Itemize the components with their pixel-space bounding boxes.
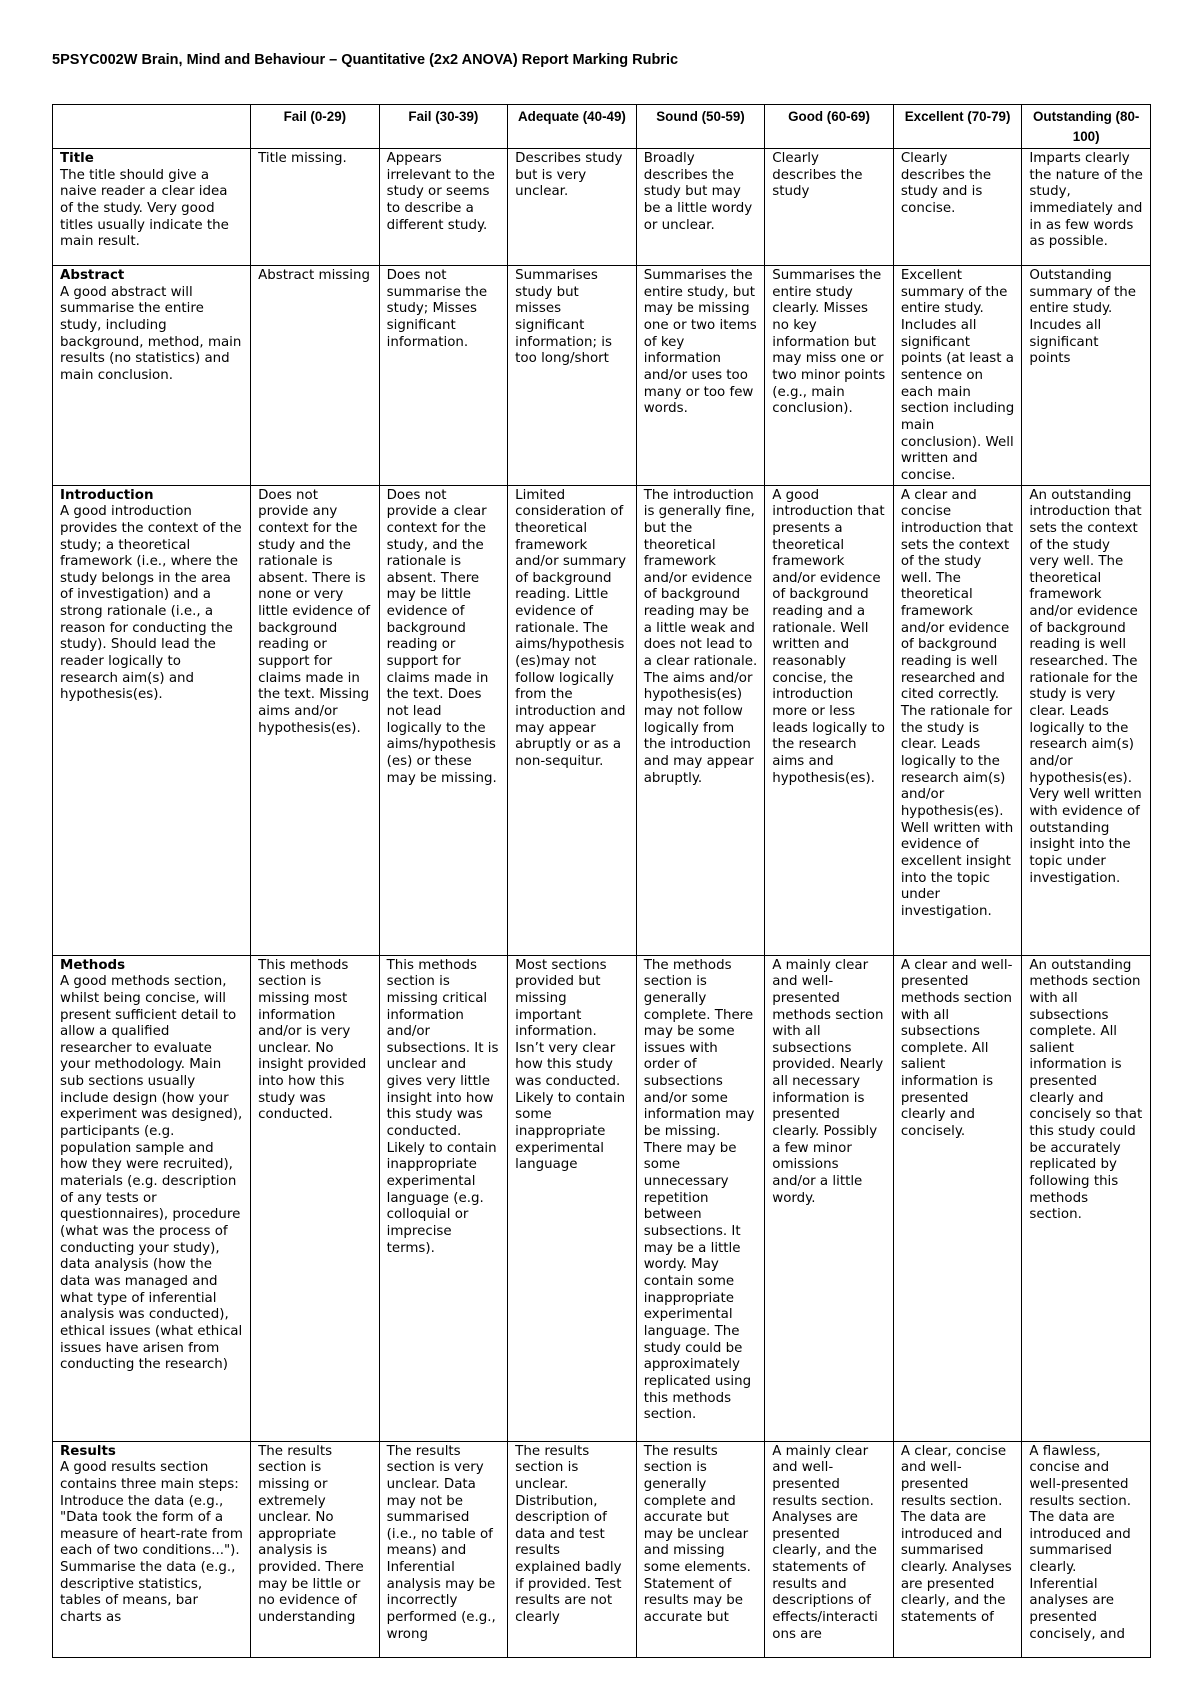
criterion-cell [53, 485, 251, 955]
grade-cell: Clearly describes the study [765, 149, 894, 266]
header-cell-adequate: Adequate (40-49) [508, 105, 637, 149]
table-row [53, 266, 1151, 486]
grade-cell: Title missing. [251, 149, 380, 266]
grade-cell: A flawless, concise and well-presented results section. The data are introduced and summarised clearly. Inferential analyses are presented concisely, and [1022, 1441, 1151, 1657]
grade-cell: The results section is missing or extremely unclear. No appropriate analysis is provided. There may be little or no evidence of understanding [251, 1441, 380, 1657]
grade-cell: Clearly describes the study and is concise. [893, 149, 1022, 266]
grade-cell: A good introduction that presents a theoretical framework and/or evidence of background reading and a rationale. Well written and reasonably concise, the introduction more or less leads logically to the research aims and hypothesis(es). [765, 485, 894, 955]
table-row [53, 149, 1151, 266]
grade-cell: Outstanding summary of the entire study. Incudes all significant points [1022, 266, 1151, 486]
criterion-cell [53, 955, 251, 1441]
grade-cell: A clear, concise and well-presented results section. The data are introduced and summarised clearly. Analyses are presented clearly, and the statements of [893, 1441, 1022, 1657]
rubric-table [52, 104, 1151, 1658]
grade-cell: Does not summarise the study; Misses significant information. [379, 266, 508, 486]
criterion-cell [53, 266, 251, 486]
grade-cell: Excellent summary of the entire study. Includes all significant points (at least a sentence on each main section including main conclusion). Well written and concise. [893, 266, 1022, 486]
header-cell-good: Good (60-69) [765, 105, 894, 149]
grade-cell: The introduction is generally fine, but the theoretical framework and/or evidence of background reading may be a little weak and does not lead to a clear rationale. The aims and/or hypothesis(es) may not follow logically from the introduction and may appear abruptly. [636, 485, 765, 955]
grade-cell: An outstanding methods section with all subsections complete. All salient information is presented clearly and concisely so that this study could be accurately replicated by following this methods section. [1022, 955, 1151, 1441]
grade-cell: Describes study but is very unclear. [508, 149, 637, 266]
grade-cell: Abstract missing [251, 266, 380, 486]
criterion-name: Methods [60, 957, 126, 973]
criterion-description: The title should give a naive reader a clear idea of the study. Very good titles usually indicate the main result. [60, 167, 229, 250]
grade-cell: Broadly describes the study but may be a little wordy or unclear. [636, 149, 765, 266]
table-row [53, 955, 1151, 1441]
grade-cell: Imparts clearly the nature of the study, immediately and in as few words as possible. [1022, 149, 1151, 266]
grade-cell: The results section is generally complete and accurate but may be unclear and missing some elements. Statement of results may be accurate but [636, 1441, 765, 1657]
header-row [53, 105, 1151, 149]
criterion-name: Title [60, 151, 94, 166]
grade-cell: Limited consideration of theoretical framework and/or summary of background reading. Little evidence of rationale. The aims/hypothesis(es)may not follow logically from the introduction and may appear abruptly or as a non-sequitur. [508, 485, 637, 955]
grade-cell: Does not provide a clear context for the study, and the rationale is absent. There may be little evidence of background reading or support for claims made in the text. Does not lead logically to the aims/hypothesis(es) or these may be missing. [379, 485, 508, 955]
grade-cell: The methods section is generally complete. There may be some issues with order of subsections and/or some information may be missing. There may be some unnecessary repetition between subsections. It may be a little wordy. May contain some inappropriate experimental language. The study could be approximately replicated using this methods section. [636, 955, 765, 1441]
grade-cell: The results section is unclear. Distribution, description of data and test results explained badly if provided. Test results are not clearly [508, 1441, 637, 1657]
header-cell-excellent: Excellent (70-79) [893, 105, 1022, 149]
criterion-description: A good methods section, whilst being concise, will present sufficient detail to allow a qualified researcher to evaluate your methodology. Main sub sections usually include design (how your experiment was designed), participants (e.g. population sample and how they were recruited), materials (e.g. description of any tests or questionnaires), procedure (what was the process of conducting your study), data analysis (how the data was managed and what type of inferential analysis was conducted), ethical issues (what ethical issues have arisen from conducting the research) [60, 974, 243, 1373]
grade-cell: Does not provide any context for the study and the rationale is absent. There is none or very little evidence of background reading or support for claims made in the text. Missing aims and/or hypothesis(es). [251, 485, 380, 955]
grade-cell: Summarises the entire study, but may be missing one or two items of key information and/or uses too many or too few words. [636, 266, 765, 486]
grade-cell: This methods section is missing most information and/or is very unclear. No insight provided into how this study was conducted. [251, 955, 380, 1441]
grade-cell: An outstanding introduction that sets the context of the study very well. The theoretical framework and/or evidence of background reading is well researched. The rationale for the study is very clear. Leads logically to the research aim(s) and/or hypothesis(es). Very well written with evidence of outstanding insight into the topic under investigation. [1022, 485, 1151, 955]
header-cell-fail-30-39: Fail (30-39) [379, 105, 508, 149]
grade-cell: Most sections provided but missing important information. Isn’t very clear how this study was conducted. Likely to contain some inappropriate experimental language [508, 955, 637, 1441]
table-row [53, 485, 1151, 955]
grade-cell: The results section is very unclear. Data may not be summarised (i.e., no table of means) and Inferential analysis may be incorrectly performed (e.g., wrong [379, 1441, 508, 1657]
grade-cell: Summarises study but misses significant information; is too long/short [508, 266, 637, 486]
grade-cell: A clear and concise introduction that sets the context of the study well. The theoretical framework and/or evidence of background reading is well researched and cited correctly. The rationale for the study is clear. Leads logically to the research aim(s) and/or hypothesis(es). Well written with evidence of excellent insight into the topic under investigation. [893, 485, 1022, 955]
criterion-cell [53, 149, 251, 266]
grade-cell: Appears irrelevant to the study or seems to describe a different study. [379, 149, 508, 266]
criterion-description: A good abstract will summarise the entire study, including background, method, main results (no statistics) and main conclusion. [60, 284, 242, 383]
grade-cell: A mainly clear and well-presented methods section with all subsections provided. Nearly all necessary information is presented clearly. Possibly a few minor omissions and/or a little wordy. [765, 955, 894, 1441]
criterion-description: A good introduction provides the context of the study; a theoretical framework (i.e., where the study belongs in the area of investigation) and a strong rationale (i.e., a reason for conducting the study). Should lead the reader logically to research aim(s) and hypothesis(es). [60, 504, 242, 703]
header-cell-fail-0-29: Fail (0-29) [251, 105, 380, 149]
table-row [53, 1441, 1151, 1657]
criterion-cell [53, 1441, 251, 1657]
grade-cell: This methods section is missing critical information and/or subsections. It is unclear and gives very little insight into how this study was conducted. Likely to contain inappropriate experimental language (e.g. colloquial or imprecise terms). [379, 955, 508, 1441]
criterion-description: A good results section contains three main steps: Introduce the data (e.g., "Data took the form of a measure of heart-rate from each of two conditions..."). Summarise the data (e.g., descriptive statistics, tables of means, bar charts as [60, 1460, 243, 1626]
criterion-name: Abstract [60, 268, 125, 283]
criterion-name: Introduction [60, 487, 154, 503]
grade-cell: Summarises the entire study clearly. Misses no key information but may miss one or two minor points (e.g., main conclusion). [765, 266, 894, 486]
criterion-name: Results [60, 1443, 116, 1459]
grade-cell: A mainly clear and well-presented results section. Analyses are presented clearly, and the statements of results and descriptions of effects/interactions are [765, 1441, 894, 1657]
document-title: 5PSYC002W Brain, Mind and Behaviour – Quantitative (2x2 ANOVA) Report Marking Rubric [52, 52, 679, 68]
grade-cell: A clear and well-presented methods section with all subsections complete. All salient information is presented clearly and concisely. [893, 955, 1022, 1441]
header-cell-criterion [53, 105, 251, 149]
header-cell-outstanding: Outstanding (80-100) [1022, 105, 1151, 149]
header-cell-sound: Sound (50-59) [636, 105, 765, 149]
